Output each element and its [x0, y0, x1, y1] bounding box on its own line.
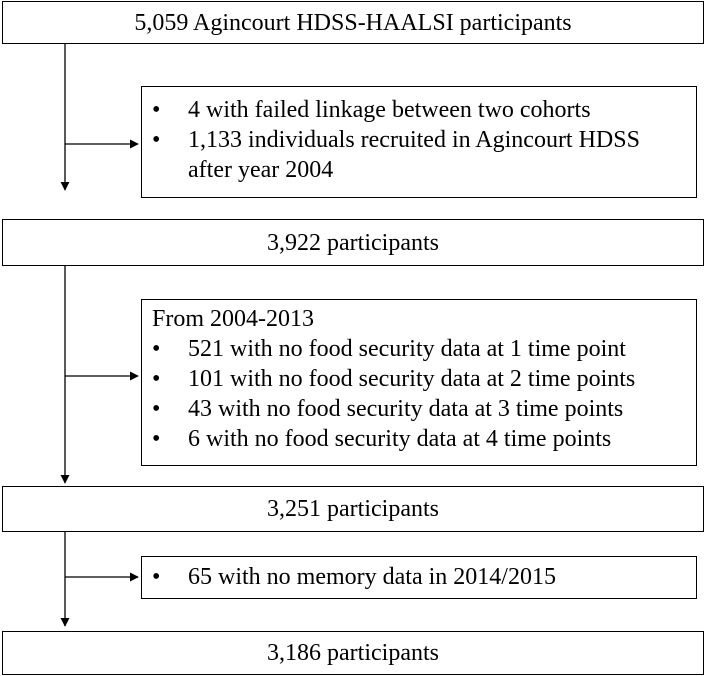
bullet-icon: • [152, 336, 161, 362]
exclusion-item: • 4 with failed linkage between two cohorts [152, 97, 591, 123]
stage-box-1 [2, 1, 704, 44]
stage-label-4: 3,186 participants [267, 640, 439, 666]
stage-label-2: 3,922 participants [267, 229, 439, 256]
stage-box-3 [2, 486, 704, 532]
exclusion-box-3 [141, 556, 697, 599]
bullet-icon: • [152, 366, 161, 392]
exclusion-item: • 6 with no food security data at 4 time points [152, 426, 612, 452]
exclusion-heading: From 2004-2013 [152, 306, 314, 332]
bullet-icon: • [152, 426, 161, 452]
stage-box-2 [2, 219, 704, 266]
bullet-icon: • [152, 97, 161, 123]
exclusion-item: • 1,133 individuals recruited in Agincourt HDSS after year 2004 [152, 127, 640, 183]
bullet-icon: • [152, 564, 161, 590]
exclusion-item: • 101 with no food security data at 2 time points [152, 366, 636, 392]
exclusion-item: • 65 with no memory data in 2014/2015 [152, 564, 556, 590]
exclusion-list-1 [152, 95, 686, 185]
exclusion-box-1 [141, 86, 697, 198]
bullet-icon: • [152, 396, 161, 422]
bullet-icon: • [152, 127, 161, 153]
exclusion-box-2 [141, 299, 697, 466]
stage-label-1: 5,059 Agincourt HDSS-HAALSI participants [134, 9, 572, 36]
exclusion-item: • 43 with no food security data at 3 time points [152, 396, 624, 422]
exclusion-list-2 [152, 334, 686, 454]
stage-label-3: 3,251 participants [267, 496, 439, 522]
stage-box-4 [2, 631, 704, 675]
exclusion-list-3 [152, 562, 686, 592]
exclusion-item: • 521 with no food security data at 1 time point [152, 336, 626, 362]
